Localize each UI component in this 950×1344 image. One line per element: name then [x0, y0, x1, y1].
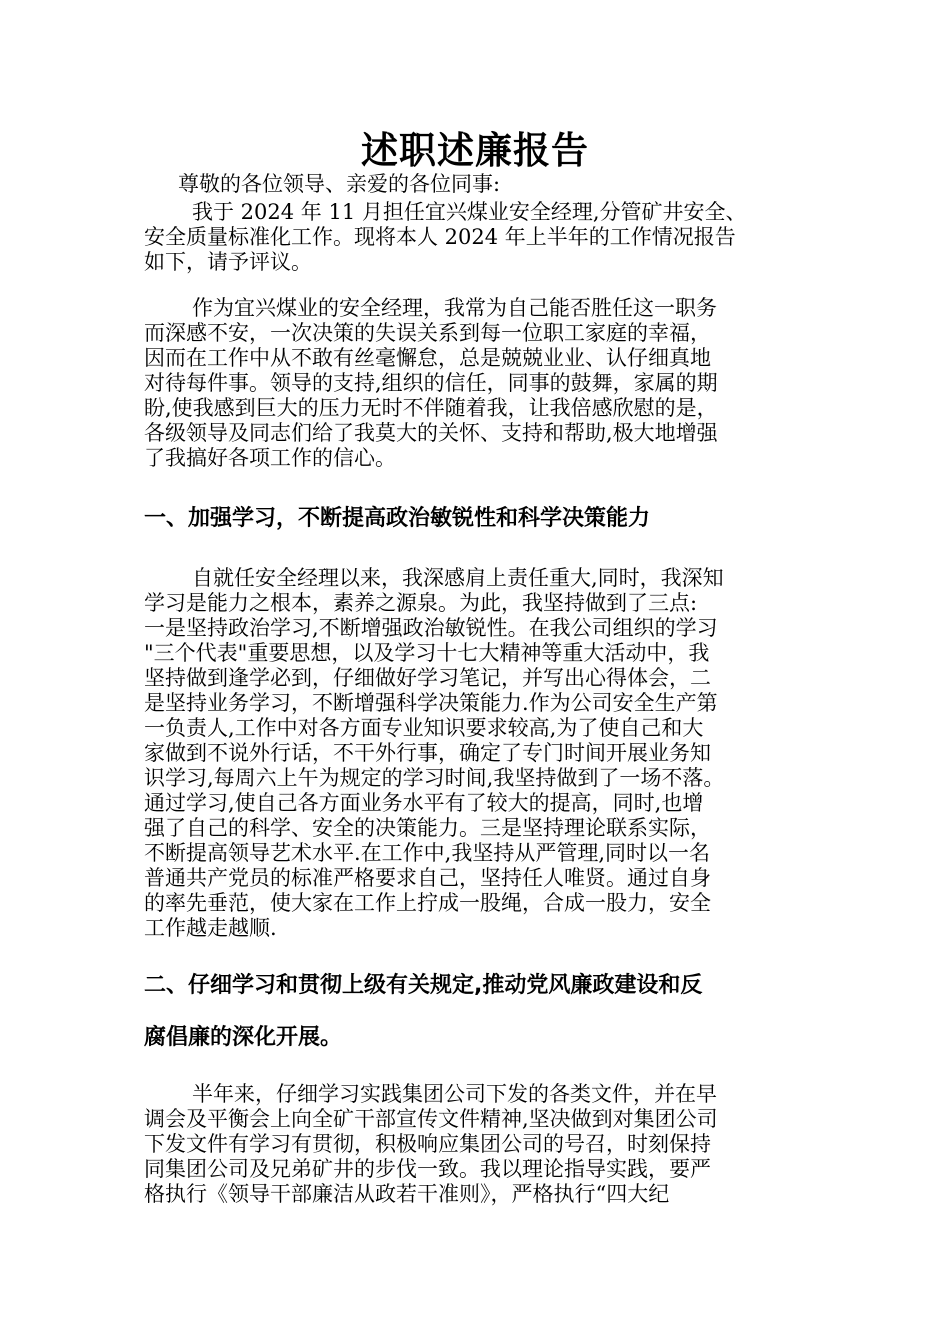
intro-line: 如下，请予评议。: [144, 250, 312, 274]
section1-line: 是坚持业务学习，不断增强科学决策能力.作为公司安全生产第: [144, 691, 718, 715]
paragraph-line: 而深感不安，一次决策的失误关系到每一位职工家庭的幸福，: [144, 321, 711, 345]
section1-line: 一负责人,工作中对各方面专业知识要求较高,为了使自己和大: [144, 716, 704, 740]
section1-line: 强了自己的科学、安全的决策能力。三是坚持理论联系实际，: [144, 816, 711, 840]
section-heading-2-continued: 腐倡廉的深化开展。: [144, 1025, 343, 1050]
section1-line: 学习是能力之根本，素养之源泉。为此，我坚持做到了三点:: [144, 591, 698, 615]
paragraph-line: 各级领导及同志们给了我莫大的关怀、支持和帮助,极大地增强: [144, 421, 718, 445]
section1-line: 工作越走越顺.: [144, 916, 277, 940]
paragraph-line: 盼,使我感到巨大的压力无时不伴随着我，让我倍感欣慰的是，: [144, 396, 718, 420]
section1-line: 坚持做到逢学必到，仔细做好学习笔记，并写出心得体会，二: [144, 666, 711, 690]
section2-line: 下发文件有学习有贯彻，积极响应集团公司的号召，时刻保持: [144, 1132, 711, 1156]
intro-line: 我于 2024 年 11 月担任宜兴煤业安全经理,分管矿井安全、: [192, 200, 747, 224]
document-title: 述职述廉报告: [361, 128, 589, 172]
paragraph-line: 作为宜兴煤业的安全经理，我常为自己能否胜任这一职务: [192, 296, 717, 320]
section1-line: "三个代表"重要思想，以及学习十七大精神等重大活动中，我: [144, 641, 710, 665]
section1-line: 不断提高领导艺术水平.在工作中,我坚持从严管理,同时以一名: [144, 841, 711, 865]
section2-line: 格执行《领导干部廉洁从政若干准则》，严格执行“四大纪: [144, 1182, 670, 1206]
section1-line: 普通共产党员的标准严格要求自己，坚持任人唯贤。通过自身: [144, 866, 711, 890]
paragraph-line: 因而在工作中从不敢有丝毫懈怠，总是兢兢业业、认仔细真地: [144, 346, 711, 370]
section2-line: 同集团公司及兄弟矿井的步伐一致。我以理论指导实践，要严: [144, 1157, 711, 1181]
section-heading-1: 一、加强学习，不断提高政治敏锐性和科学决策能力: [144, 506, 651, 531]
section1-line: 一是坚持政治学习,不断增强政治敏锐性。在我公司组织的学习: [144, 616, 718, 640]
paragraph-line: 对待每件事。领导的支持,组织的信任，同事的鼓舞，家属的期: [144, 371, 718, 395]
section1-line: 通过学习,使自己各方面业务水平有了较大的提高，同时,也增: [144, 791, 704, 815]
salutation: 尊敬的各位领导、亲爱的各位同事:: [178, 172, 501, 196]
intro-line: 安全质量标准化工作。现将本人 2024 年上半年的工作情况报告: [144, 225, 736, 249]
section1-line: 识学习,每周六上午为规定的学习时间,我坚持做到了一场不落。: [144, 766, 725, 790]
section1-line: 的率先垂范，使大家在工作上拧成一股绳，合成一股力，安全: [144, 891, 711, 915]
section2-line: 半年来，仔细学习实践集团公司下发的各类文件，并在早: [192, 1082, 717, 1106]
paragraph-line: 了我搞好各项工作的信心。: [144, 446, 396, 470]
section2-line: 调会及平衡会上向全矿干部宣传文件精神,坚决做到对集团公司: [144, 1107, 718, 1131]
section-heading-2: 二、仔细学习和贯彻上级有关规定,推动党风廉政建设和反: [144, 973, 703, 998]
section1-line: 自就任安全经理以来，我深感肩上责任重大,同时，我深知: [192, 566, 724, 590]
section1-line: 家做到不说外行话，不干外行事，确定了专门时间开展业务知: [144, 741, 711, 765]
